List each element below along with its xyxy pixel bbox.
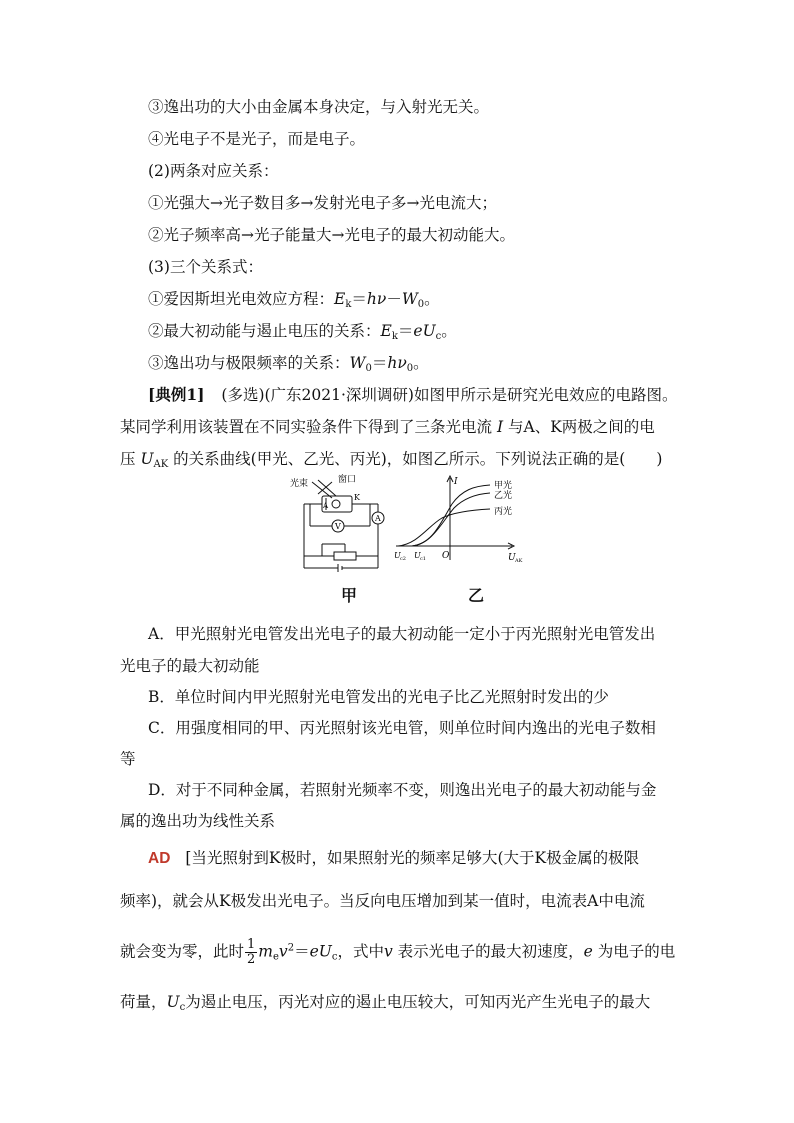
answer-line-3-v: 表示光电子的最大初速度， xyxy=(397,942,584,961)
example-line-1 xyxy=(148,385,680,405)
relation-2: ②光子频率高→光子能量大→光电子的最大初动能大。 xyxy=(148,226,515,244)
option-a-line-1: A．甲光照射光电管发出光电子的最大初动能一定小于丙光照射光电管发出 xyxy=(148,625,656,643)
example-line-3: 压 $U_{AK}$ 的关系曲线(甲光、乙光、丙光)，如图乙所示。下列说法正确的是( ) xyxy=(120,450,663,470)
answer-line-1 xyxy=(148,848,680,869)
curve-jia xyxy=(412,485,490,546)
example-line-3-rest: 的关系曲线(甲光、乙光、丙光)，如图乙所示。下列说法正确的是( ) xyxy=(173,450,663,468)
uc2-label: U xyxy=(394,551,401,560)
figure-caption-left: 甲 xyxy=(341,586,358,605)
uc1-label: U xyxy=(414,551,421,560)
formula-1: ①爱因斯坦光电效应方程：$E_k=h\nu-W_0$。 xyxy=(148,290,440,310)
a-label: A xyxy=(323,502,329,510)
legend-jia: 甲光 xyxy=(494,481,513,491)
beam-label: 光束 xyxy=(290,479,309,489)
example-tag: [典例1] xyxy=(148,385,205,404)
half-fraction: $\frac{1}{2}$ xyxy=(247,937,256,967)
uc1-sub: c1 xyxy=(420,556,426,562)
formula-2-label: ②最大初动能与遏止电压的关系： xyxy=(148,322,381,340)
answer-key: AD xyxy=(148,850,171,867)
example-line-2-rest: 与A、K两极之间的电 xyxy=(508,418,655,436)
y-axis-label: I xyxy=(454,477,458,487)
option-c-line-2: 等 xyxy=(120,750,136,768)
legend-yi: 乙光 xyxy=(494,491,513,501)
formula-1-label: ①爱因斯坦光电效应方程： xyxy=(148,290,335,308)
answer-line-3-mid: ，式中 xyxy=(337,942,384,961)
legend-bing: 丙光 xyxy=(494,507,513,517)
answer-line-3-pre: 就会变为零，此时 xyxy=(120,942,245,961)
answer-line-3-e: 为电子的电 xyxy=(597,942,676,961)
x-axis-sub: AK xyxy=(515,558,523,564)
figure-caption-right: 乙 xyxy=(468,586,485,605)
answer-line-4: 荷量，$U_c$为遏止电压，丙光对应的遏止电压较大，可知丙光产生光电子的最大 xyxy=(120,993,651,1013)
origin-label: O xyxy=(442,551,450,561)
example-line-1-rest: 如图甲所示是研究光电效应的电路图。 xyxy=(413,386,678,404)
item-4: ④光电子不是光子，而是电子。 xyxy=(148,130,366,148)
option-c-line-1: C．用强度相同的甲、丙光照射该光电管，则单位时间内逸出的光电子数相 xyxy=(148,719,656,737)
x-axis-label: U xyxy=(508,553,516,563)
uc2-sub: c2 xyxy=(400,556,406,562)
option-d-line-1: D．对于不同种金属，若照射光频率不变，则逸出光电子的最大初动能与金 xyxy=(148,781,657,799)
formula-2: ②最大初动能与遏止电压的关系：$E_k=eU_c$。 xyxy=(148,322,457,342)
k-label: K xyxy=(354,493,360,502)
formula-3-label: ③逸出功与极限频率的关系： xyxy=(148,354,350,372)
example-line-3-pre: 压 xyxy=(120,450,136,468)
answer-line-3: 就会变为零，此时 $\frac{1}{2}$ $m_ev^2=eU_c$，式中v 表示光电子的最大初速度，e 为电子的电 xyxy=(120,937,676,967)
example-source: (多选)(广东2021·深圳调研) xyxy=(221,386,414,404)
circuit-diagram xyxy=(290,472,400,572)
item-3: ③逸出功的大小由金属本身决定，与入射光无关。 xyxy=(148,98,490,116)
window-label: 窗口 xyxy=(338,475,357,485)
answer-line-2: 频率)，就会从K极发出光电子。当反向电压增加到某一值时，电流表A中电流 xyxy=(120,892,645,910)
voltmeter-label: V xyxy=(335,522,341,531)
heading-2: (2)两条对应关系： xyxy=(148,162,279,180)
answer-line-1-text: [当光照射到K极时，如果照射光的频率足够大(大于K极金属的极限 xyxy=(185,849,640,867)
relation-1: ①光强大→光子数目多→发射光电子多→光电流大； xyxy=(148,194,497,212)
formula-3: ③逸出功与极限频率的关系：$W_0=h\nu_0$。 xyxy=(148,354,429,374)
heading-3: (3)三个关系式： xyxy=(148,258,263,276)
iv-graph xyxy=(392,474,542,570)
option-d-line-2: 属的逸出功为线性关系 xyxy=(120,812,276,830)
curve-bing xyxy=(398,509,490,546)
example-line-2: 某同学利用该装置在不同实验条件下得到了三条光电流 I 与A、K两极之间的电 xyxy=(120,418,655,436)
answer-line-4-pre: 荷量， xyxy=(120,993,167,1011)
example-line-2-text: 某同学利用该装置在不同实验条件下得到了三条光电流 xyxy=(120,418,493,436)
option-a-line-2: 光电子的最大初动能 xyxy=(120,657,260,675)
curve-yi xyxy=(412,493,490,546)
ammeter-label: A xyxy=(375,514,381,523)
answer-line-4-rest: 为遏止电压，丙光对应的遏止电压较大，可知丙光产生光电子的最大 xyxy=(185,993,651,1011)
option-b: B．单位时间内甲光照射光电管发出的光电子比乙光照射时发出的少 xyxy=(148,688,609,706)
